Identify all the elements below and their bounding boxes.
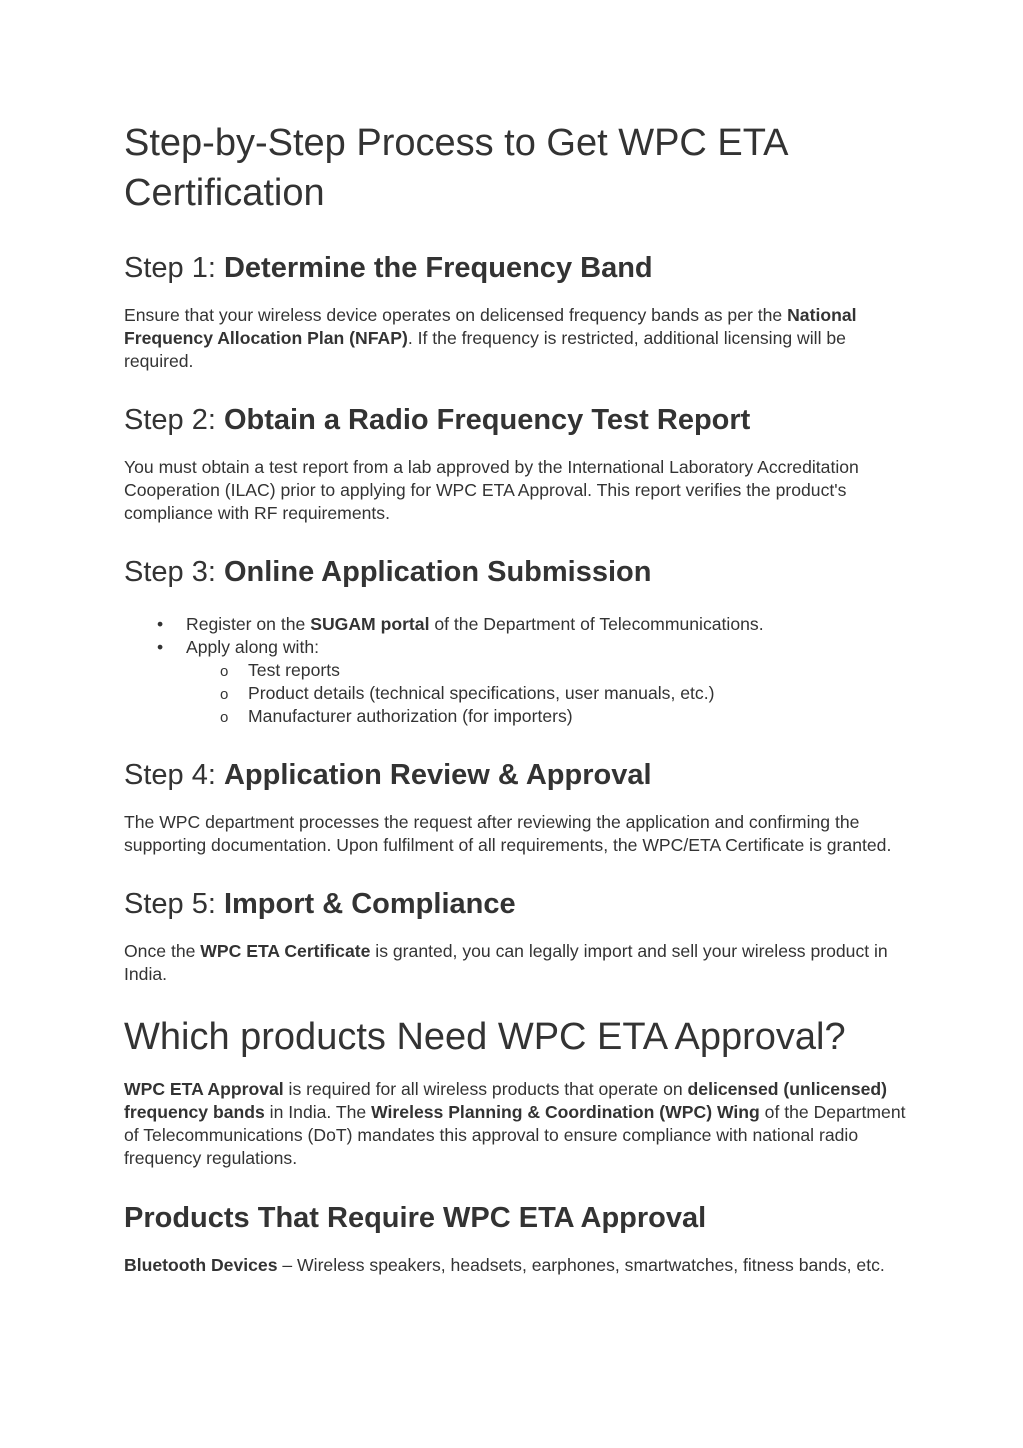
list-item (124, 636, 914, 728)
bullet-icon: • (157, 614, 164, 634)
section-2-text-3: of the Department of Telecommunications (DoT) mandates this approval to ensure compliance with national radio frequency regulations. (124, 1102, 906, 1168)
step-4-body: The WPC department processes the request after reviewing the application and confirming the supporting documentation. Upon fulfilment of all requirements, the WPC/ETA Certificate is granted. (124, 812, 892, 855)
document-page (124, 118, 914, 1277)
sub-list-item (186, 682, 914, 705)
step-4-title: Application Review & Approval (223, 759, 652, 791)
section-2-bold-2: delicensed (unlicensed) frequency bands (124, 1079, 887, 1122)
step-1-body-text-b: . If the frequency is restricted, additional licensing will be required. (124, 328, 846, 371)
step-1-body-bold: National Frequency Allocation Plan (NFAP) (124, 305, 857, 348)
step-3-title: Online Application Submission (223, 556, 652, 588)
step-1-heading (124, 250, 914, 286)
section-2-title: Which products Need WPC ETA Approval? (124, 1016, 846, 1058)
section-3-title: Products That Require WPC ETA Approval (124, 1202, 707, 1234)
page-title-line-2: Certification (124, 172, 325, 214)
list-item-bold: SUGAM portal (310, 614, 430, 634)
step-5-prefix: Step 5: (124, 888, 216, 920)
step-5-heading (124, 886, 914, 922)
step-2-body: You must obtain a test report from a lab approved by the International Laboratory Accreditation Cooperation (ILAC) prior to applying for WPC ETA Approval. This report verifies the product's compliance with RF requirements. (124, 457, 859, 523)
list-item (124, 613, 914, 636)
sub-list-item-text: Product details (technical specifications, user manuals, etc.) (248, 683, 715, 703)
step-2-heading (124, 402, 914, 438)
step-1-prefix: Step 1: (124, 252, 216, 284)
step-4-heading (124, 757, 914, 793)
step-2-prefix: Step 2: (124, 404, 216, 436)
list-item-text: Apply along with: (186, 637, 320, 657)
section-3-item (124, 1254, 914, 1277)
step-5-title: Import & Compliance (223, 888, 516, 920)
step-3-list (124, 613, 914, 728)
step-1-title: Determine the Frequency Band (223, 252, 653, 284)
circle-bullet-icon: o (220, 663, 229, 680)
sub-list (186, 659, 914, 728)
section-2-bold-1: WPC ETA Approval (124, 1079, 284, 1099)
step-3-prefix: Step 3: (124, 556, 216, 588)
sub-list-item-text: Test reports (248, 660, 340, 680)
step-3-heading (124, 554, 914, 590)
step-2-title: Obtain a Radio Frequency Test Report (223, 404, 751, 436)
step-4-prefix: Step 4: (124, 759, 216, 791)
step-5-body-text-b: is granted, you can legally import and sell your wireless product in India. (124, 941, 888, 984)
section-2-text-1: is required for all wireless products that operate on (283, 1079, 688, 1099)
step-1-body-text-a: Ensure that your wireless device operates on delicensed frequency bands as per the (124, 305, 788, 325)
step-5-body-bold: WPC ETA Certificate (200, 941, 371, 961)
section-3-item-text: – Wireless speakers, headsets, earphones, smartwatches, fitness bands, etc. (277, 1255, 885, 1275)
step-5-body (124, 940, 914, 986)
sub-list-item (186, 659, 914, 682)
step-5-body-text-a: Once the (124, 941, 201, 961)
page-title (124, 118, 914, 218)
section-2-text-2: in India. The (264, 1102, 372, 1122)
sub-list-item-text: Manufacturer authorization (for importers) (248, 706, 573, 726)
bullet-icon: • (157, 637, 164, 657)
page-title-line-1: Step-by-Step Process to Get WPC ETA (124, 122, 789, 164)
sub-list-item (186, 705, 914, 728)
list-item-text-a: Register on the (186, 614, 311, 634)
section-2-bold-3: Wireless Planning & Coordination (WPC) Wing (371, 1102, 760, 1122)
section-3-item-bold: Bluetooth Devices (124, 1255, 278, 1275)
section-2-body (124, 1078, 914, 1170)
circle-bullet-icon: o (220, 686, 229, 703)
list-item-text-b: of the Department of Telecommunications. (429, 614, 764, 634)
step-1-body (124, 304, 914, 373)
circle-bullet-icon: o (220, 709, 229, 726)
